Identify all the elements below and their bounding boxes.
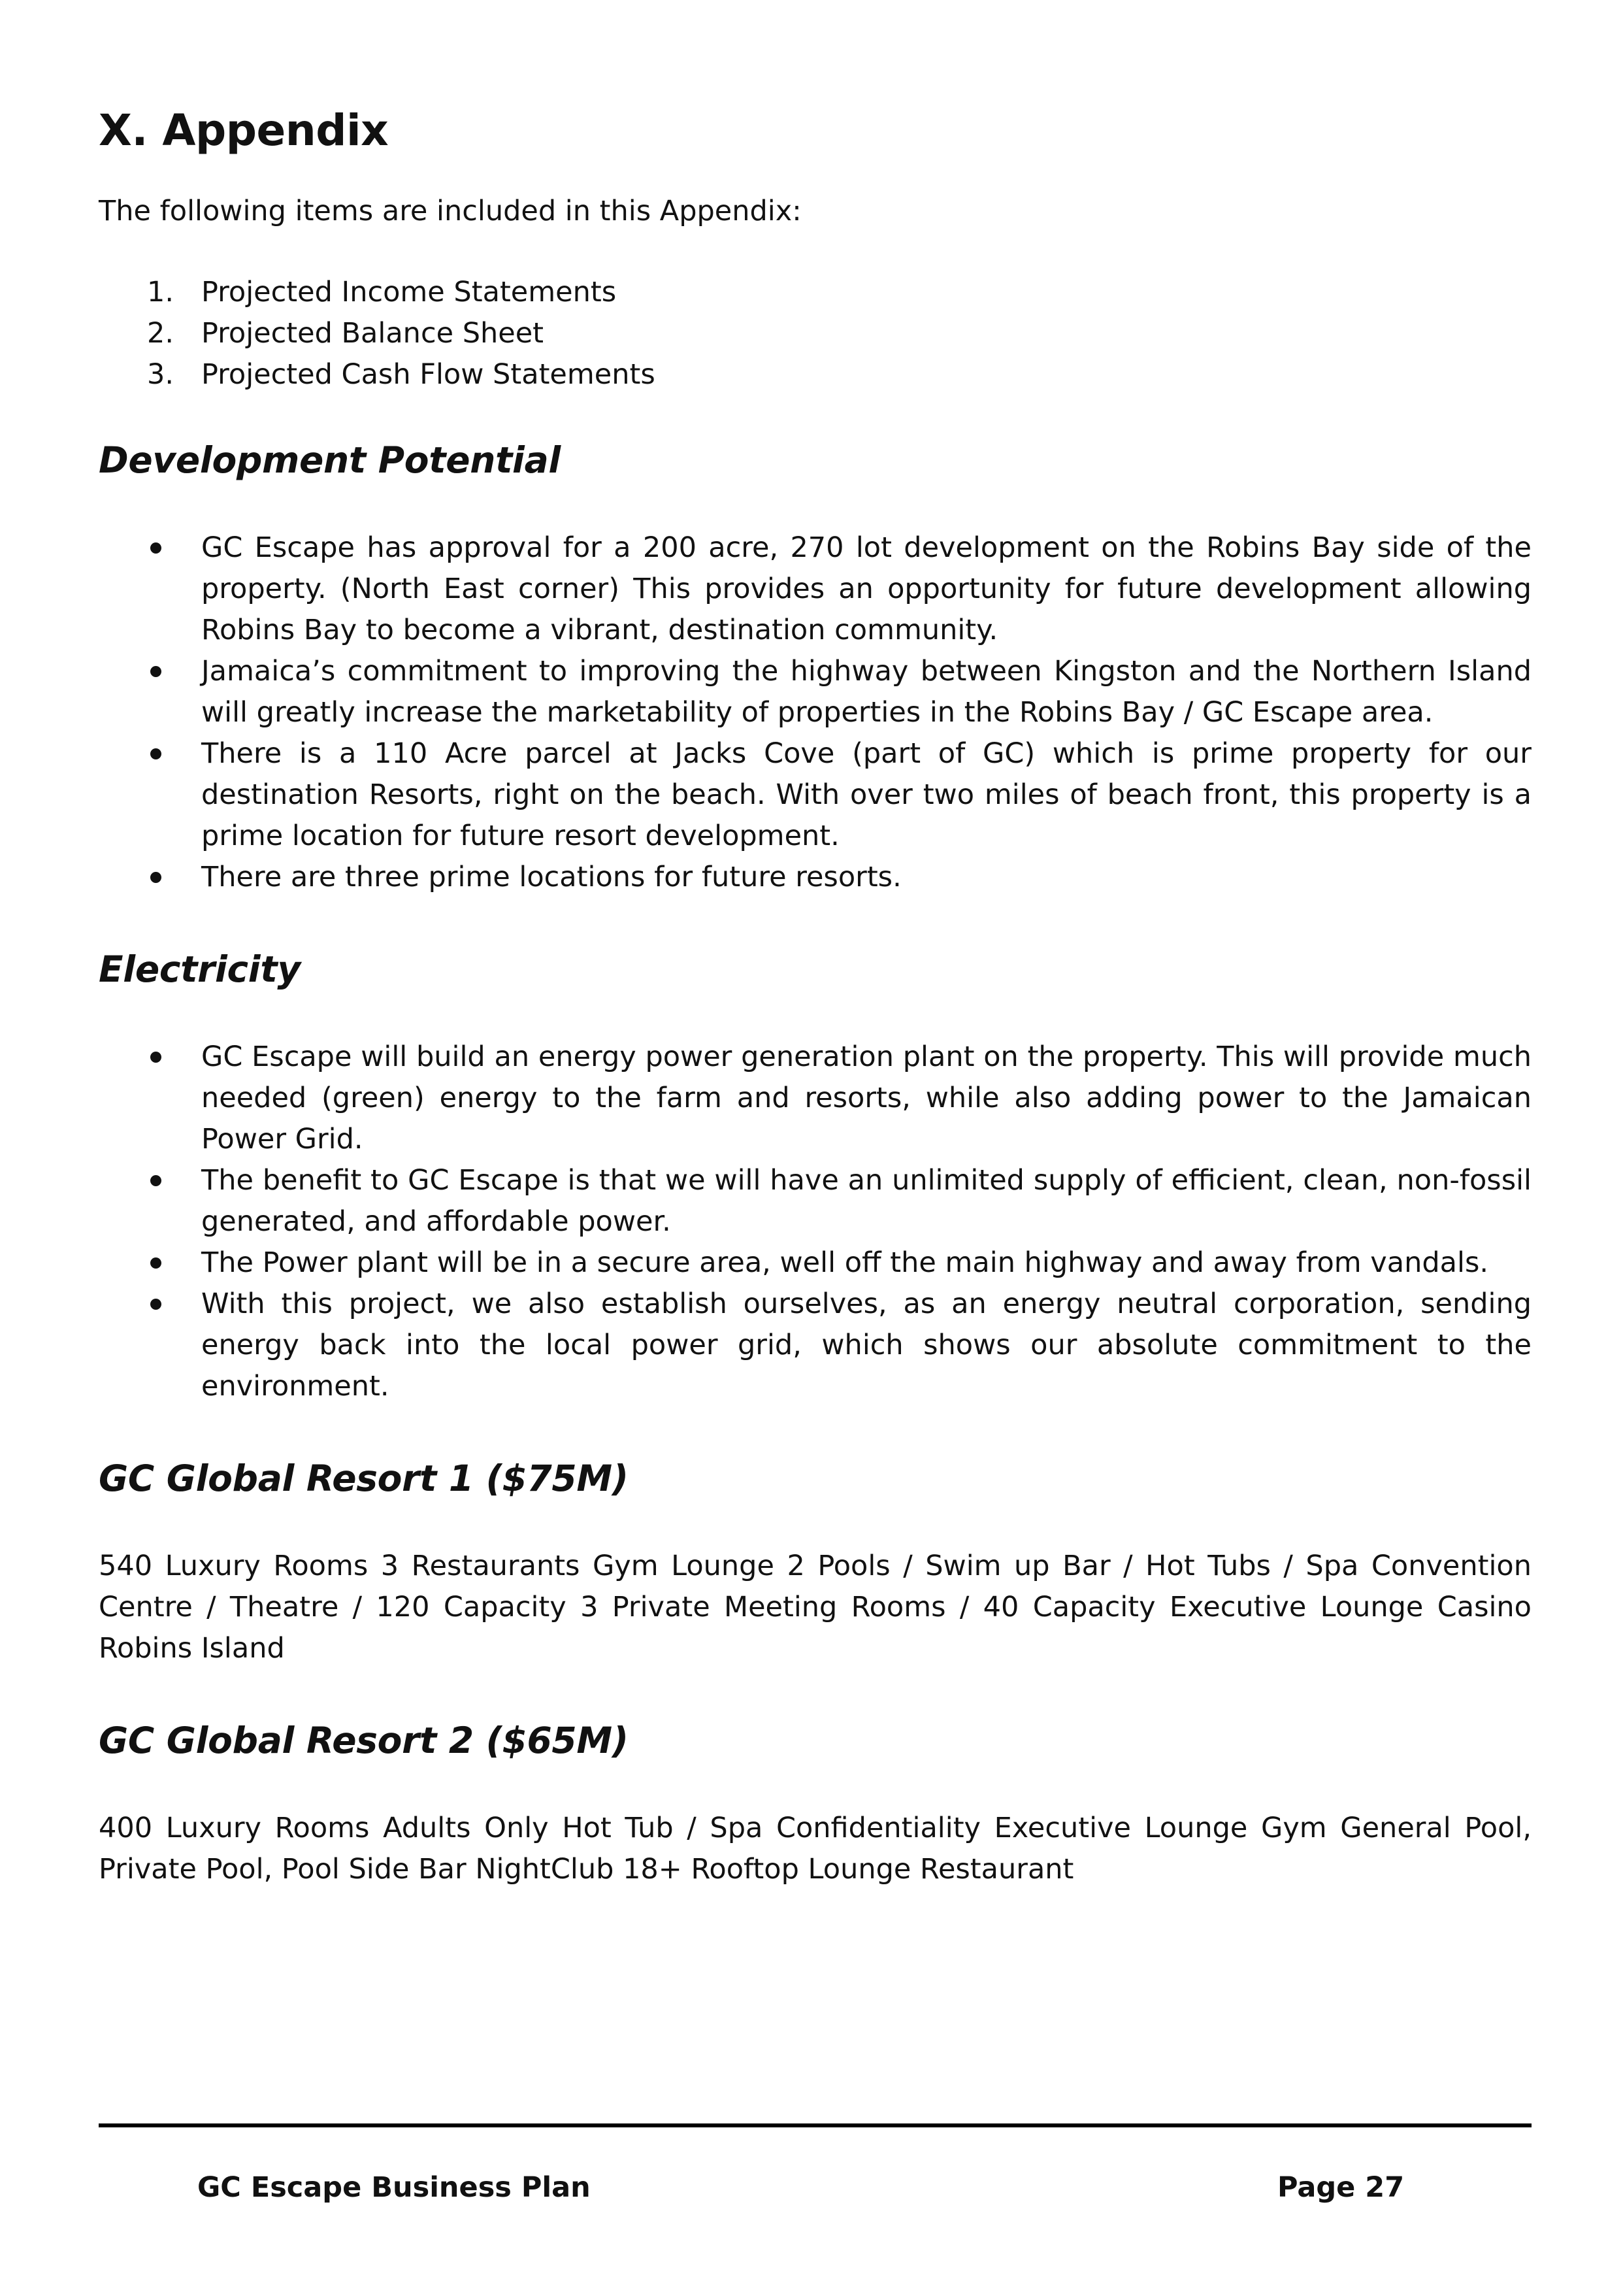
bullet-icon [150, 872, 161, 883]
bullet-text: GC Escape has approval for a 200 acre, 270 lot development on the Robins Bay side of the property. (North East corner) This provides an opportunity for future development allowing Robins Bay to become a vibrant, destination community. [201, 531, 1532, 646]
page-title: X. Appendix [99, 105, 389, 156]
section-heading-development: Development Potential [99, 439, 561, 481]
appendix-items-list [99, 272, 1532, 395]
bullet-item [99, 1242, 1532, 1284]
footer-document-name: GC Escape Business Plan [197, 2171, 591, 2204]
section-heading-resort-1: GC Global Resort 1 ($75M) [99, 1457, 629, 1499]
list-item [99, 354, 1532, 395]
bullet-item [99, 651, 1532, 733]
bullet-text: There are three prime locations for future resorts. [201, 861, 902, 893]
bullet-icon [150, 1175, 161, 1186]
bullet-icon [150, 1052, 161, 1063]
development-bullet-list [99, 527, 1532, 898]
bullet-text: There is a 110 Acre parcel at Jacks Cove (part of GC) which is prime property for our destination Resorts, right on the beach. With over two miles of beach front, this property is a prime location for future resort development. [201, 737, 1532, 852]
list-item-text: Projected Cash Flow Statements [201, 358, 655, 391]
list-item [99, 272, 1532, 313]
list-number: 1. [147, 276, 174, 308]
bullet-text: GC Escape will build an energy power generation plant on the property. This will provide much needed (green) energy to the farm and resorts, while also adding power to the Jamaican Power Grid. [201, 1040, 1532, 1156]
resort-2-description: 400 Luxury Rooms Adults Only Hot Tub / Spa Confidentiality Executive Lounge Gym General Pool, Private Pool, Pool Side Bar NightClub 18+ Rooftop Lounge Restaurant [99, 1812, 1532, 1886]
bullet-item [99, 1037, 1532, 1160]
list-item [99, 313, 1532, 354]
bullet-item [99, 733, 1532, 857]
list-item-text: Projected Balance Sheet [201, 317, 544, 350]
list-number: 2. [147, 317, 174, 350]
bullet-text: With this project, we also establish ourselves, as an energy neutral corporation, sending energy back into the local power grid, which shows our absolute commitment to the environment. [201, 1288, 1532, 1403]
bullet-text: The benefit to GC Escape is that we will have an unlimited supply of efficient, clean, non-fossil generated, and affordable power. [201, 1164, 1532, 1238]
bullet-item [99, 857, 1532, 898]
bullet-icon [150, 542, 161, 554]
bullet-text: The Power plant will be in a secure area, well off the main highway and away from vandals. [201, 1246, 1489, 1279]
list-number: 3. [147, 358, 174, 391]
resort-1-description: 540 Luxury Rooms 3 Restaurants Gym Lounge 2 Pools / Swim up Bar / Hot Tubs / Spa Convention Centre / Theatre / 120 Capacity 3 Private Meeting Rooms / 40 Capacity Executive Lounge Casino Robins Island [99, 1550, 1532, 1665]
bullet-item [99, 1160, 1532, 1242]
footer-page-number: Page 27 [1277, 2171, 1405, 2204]
list-item-text: Projected Income Statements [201, 276, 617, 308]
appendix-intro: The following items are included in this Appendix: [99, 195, 802, 227]
bullet-icon [150, 666, 161, 677]
electricity-bullet-list [99, 1037, 1532, 1407]
bullet-icon [150, 1257, 161, 1269]
page-content [99, 98, 1532, 1890]
bullet-text: Jamaica’s commitment to improving the highway between Kingston and the Northern Island will greatly increase the marketability of properties in the Robins Bay / GC Escape area. [201, 655, 1532, 729]
section-heading-electricity: Electricity [99, 948, 301, 990]
bullet-item [99, 1284, 1532, 1407]
bullet-icon [150, 1299, 161, 1310]
section-heading-resort-2: GC Global Resort 2 ($65M) [99, 1720, 629, 1761]
bullet-item [99, 527, 1532, 651]
bullet-icon [150, 748, 161, 759]
footer-divider [99, 2123, 1532, 2127]
